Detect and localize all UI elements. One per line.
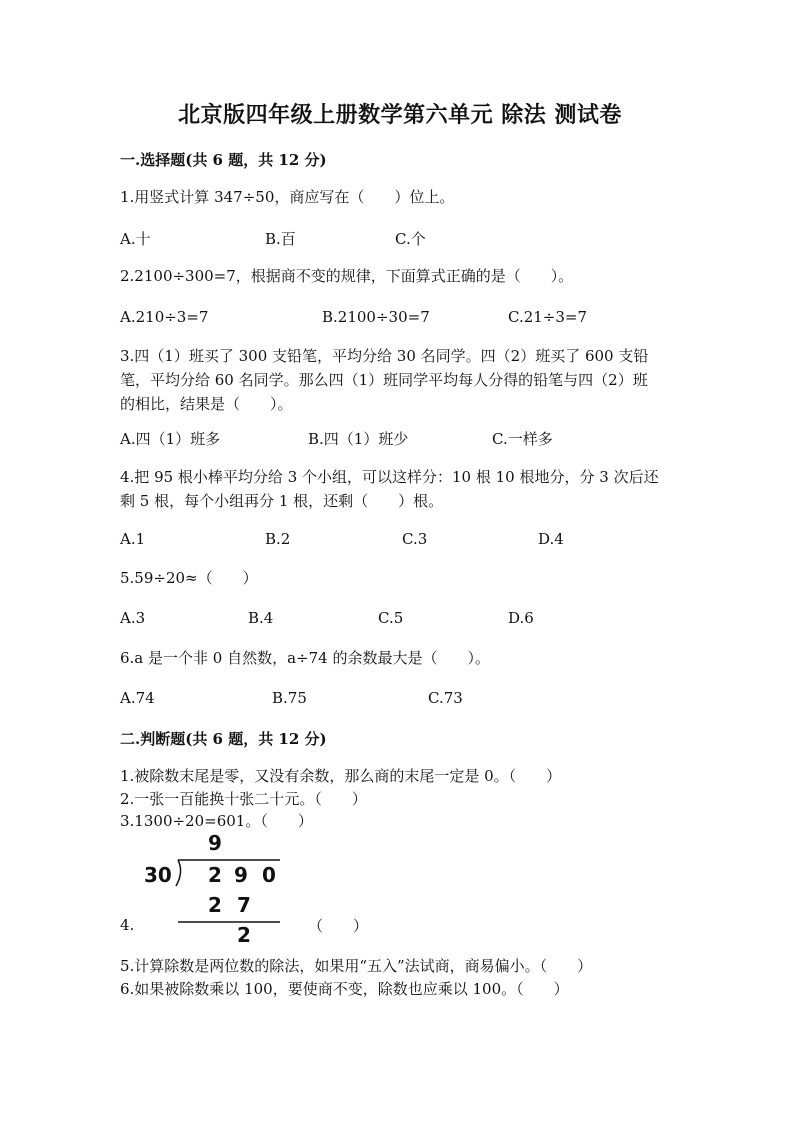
question-line: 2.2100÷300=7，根据商不变的规律，下面算式正确的是（ ）。	[120, 267, 574, 285]
option-2b: B.2100÷30=7	[322, 308, 430, 326]
judgement-question-3: 3.1300÷20=601。（ ）	[120, 812, 313, 830]
choice-question-4	[120, 465, 690, 513]
section-heading-judgement: 二.判断题(共 6 题，共 12 分)	[120, 730, 327, 748]
judgement-question-4: 4.	[120, 916, 135, 934]
long-division-figure	[140, 828, 290, 946]
division-remainder: 2	[237, 923, 251, 946]
option-1c: C.个	[395, 230, 426, 248]
option-2c: C.21÷3=7	[508, 308, 588, 326]
question-line: 3.四（1）班买了 300 支铅笔，平均分给 30 名同学。四（2）班买了 600 支铅	[120, 347, 649, 365]
division-product-digit: 2	[208, 893, 222, 917]
section-heading-choice: 一.选择题(共 6 题，共 12 分)	[120, 151, 327, 169]
option-2a: A.210÷3=7	[120, 308, 209, 326]
division-dividend-digit: 2	[208, 863, 222, 887]
page-title: 北京版四年级上册数学第六单元 除法 测试卷	[178, 102, 622, 128]
question-line: 6.a 是一个非 0 自然数，a÷74 的余数最大是（ ）。	[120, 649, 490, 667]
division-bracket	[176, 860, 181, 886]
choice-question-5	[120, 566, 690, 590]
judgement-question-6: 6.如果被除数乘以 100，要使商不变，除数也应乘以 100。（ ）	[120, 980, 569, 998]
question-line: 1.用竖式计算 347÷50，商应写在（ ）位上。	[120, 188, 455, 206]
option-3b: B.四（1）班少	[308, 430, 409, 448]
option-5c: C.5	[378, 609, 404, 627]
question-line: 笔，平均分给 60 名同学。那么四（1）班同学平均每人分得的铅笔与四（2）班	[120, 371, 648, 389]
option-4d: D.4	[538, 530, 564, 548]
division-product-digit: 7	[237, 893, 251, 917]
judgement-question-1: 1.被除数末尾是零，又没有余数，那么商的末尾一定是 0。（ ）	[120, 767, 562, 785]
option-3a: A.四（1）班多	[120, 430, 221, 448]
choice-question-2	[120, 264, 690, 288]
option-1a: A.十	[120, 230, 151, 248]
division-divisor: 30	[144, 863, 172, 887]
option-6c: C.73	[428, 689, 463, 707]
option-4a: A.1	[120, 530, 146, 548]
option-4b: B.2	[265, 530, 291, 548]
division-dividend-digit: 0	[262, 863, 276, 887]
choice-question-1	[120, 185, 690, 209]
option-5d: D.6	[508, 609, 534, 627]
judgement-question-2: 2.一张一百能换十张二十元。（ ）	[120, 790, 367, 808]
option-3c: C.一样多	[492, 430, 553, 448]
division-quotient: 9	[208, 831, 222, 855]
division-dividend-digit: 9	[234, 863, 248, 887]
option-6a: A.74	[120, 689, 155, 707]
option-1b: B.百	[265, 230, 296, 248]
question-line: 的相比，结果是（ ）。	[120, 395, 293, 413]
choice-question-6	[120, 646, 690, 670]
choice-question-3	[120, 344, 690, 416]
option-5a: A.3	[120, 609, 146, 627]
option-4c: C.3	[402, 530, 428, 548]
question-line: 4.把 95 根小棒平均分给 3 个小组，可以这样分：10 根 10 根地分，分 3 次后还	[120, 468, 659, 486]
judgement-question-5: 5.计算除数是两位数的除法，如果用“五入”法试商，商易偏小。（ ）	[120, 957, 593, 975]
option-6b: B.75	[272, 689, 307, 707]
question-line: 5.59÷20≈（ ）	[120, 569, 258, 587]
option-5b: B.4	[248, 609, 274, 627]
question-line: 剩 5 根，每个小组再分 1 根，还剩（ ）根。	[120, 492, 444, 510]
judgement-question-4-blank: （ ）	[308, 917, 369, 935]
